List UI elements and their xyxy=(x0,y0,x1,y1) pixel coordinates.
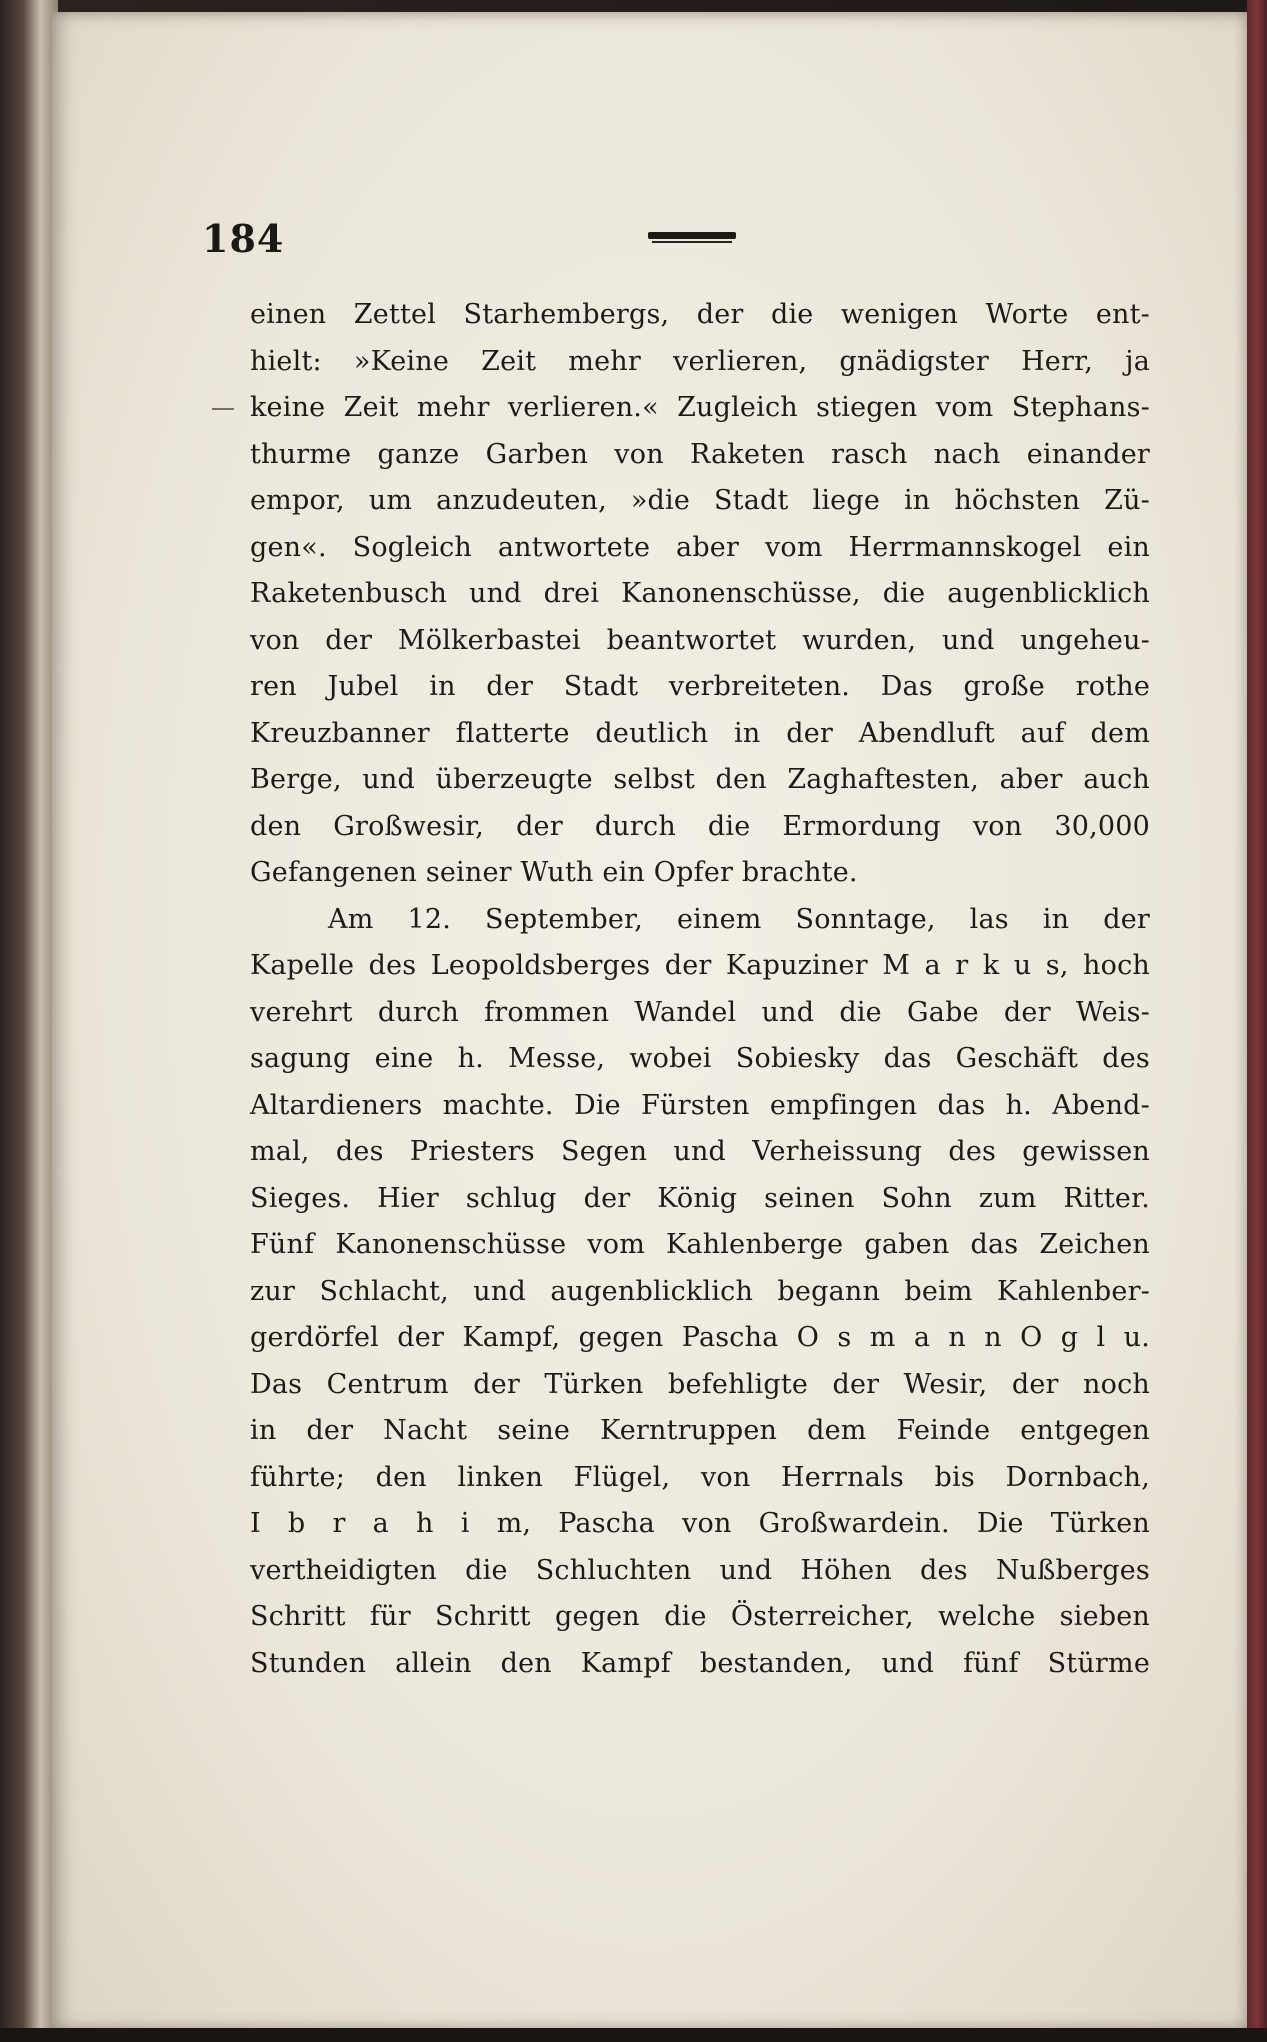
text-line: Sieges. Hier schlug der König seinen Sohn zum Ritter. xyxy=(250,1182,1150,1214)
text-line: Am 12. September, einem Sonntage, las in der xyxy=(328,903,1150,935)
text-line: hielt: »Keine Zeit mehr verlieren, gnädigster Herr, ja xyxy=(250,345,1150,377)
text-line: Stunden allein den Kampf bestanden, und fünf Stürme xyxy=(250,1647,1150,1679)
text-line: Schritt für Schritt gegen die Österreicher, welche sieben xyxy=(250,1601,1150,1632)
text-line: empor, um anzudeuten, »die Stadt liege in höchsten Zü- xyxy=(250,485,1150,516)
text-line: in der Nacht seine Kerntruppen dem Feinde entgegen xyxy=(250,1415,1150,1446)
text-line: Gefangenen seiner Wuth ein Opfer brachte. xyxy=(250,857,858,888)
text-line: Altardieners machte. Die Fürsten empfingen das h. Abend- xyxy=(250,1089,1150,1121)
text-line: Kreuzbanner flatterte deutlich in der Abendluft auf dem xyxy=(250,717,1150,749)
text-line: ren Jubel in der Stadt verbreiteten. Das große rothe xyxy=(250,671,1150,702)
text-line: Fünf Kanonenschüsse vom Kahlenberge gaben das Zeichen xyxy=(250,1229,1150,1260)
margin-pencil-mark xyxy=(212,408,234,410)
text-line: gen«. Sogleich antwortete aber vom Herrmannskogel ein xyxy=(250,531,1150,563)
text-line: Berge, und überzeugte selbst den Zaghaftesten, aber auch xyxy=(250,764,1150,795)
text-line: thurme ganze Garben von Raketen rasch nach einander xyxy=(250,438,1150,470)
body-text xyxy=(250,292,1150,1687)
text-line: den Großwesir, der durch die Ermordung von 30,000 xyxy=(250,810,1150,842)
text-line: sagung eine h. Messe, wobei Sobiesky das Geschäft des xyxy=(250,1043,1150,1074)
text-line: zur Schlacht, und augenblicklich begann beim Kahlenber- xyxy=(250,1275,1150,1307)
text-line: Kapelle des Leopoldsberges der Kapuziner M a r k u s, hoch xyxy=(250,950,1150,981)
page-header xyxy=(202,210,1142,270)
book-spine-edge xyxy=(1247,0,1267,2042)
text-line: Das Centrum der Türken befehligte der Wesir, der noch xyxy=(250,1368,1150,1400)
text-line: von der Mölkerbastei beantwortet wurden, und ungeheu- xyxy=(250,624,1150,656)
text-line: führte; den linken Flügel, von Herrnals bis Dornbach, xyxy=(250,1461,1150,1493)
header-ornament-rule xyxy=(648,232,736,244)
text-line: Raketenbusch und drei Kanonenschüsse, die augenblicklich xyxy=(250,578,1150,609)
page-number: 184 xyxy=(202,216,285,261)
scan-bottom-edge xyxy=(0,2028,1267,2042)
text-line: einen Zettel Starhembergs, der die wenigen Worte ent- xyxy=(250,299,1150,330)
text-line: vertheidigten die Schluchten und Höhen des Nußberges xyxy=(250,1554,1150,1586)
rule-thin-bar xyxy=(652,241,732,243)
book-cover-edge xyxy=(0,0,58,2042)
rule-thick-bar xyxy=(648,232,736,239)
text-line: mal, des Priesters Segen und Verheissung des gewissen xyxy=(250,1136,1150,1167)
text-line: verehrt durch frommen Wandel und die Gabe der Weis- xyxy=(250,996,1150,1028)
text-line: I b r a h i m, Pascha von Großwardein. Die Türken xyxy=(250,1508,1150,1539)
text-line: keine Zeit mehr verlieren.« Zugleich stiegen vom Stephans- xyxy=(250,392,1150,423)
text-line: gerdörfel der Kampf, gegen Pascha O s m a n n O g l u. xyxy=(250,1322,1150,1353)
